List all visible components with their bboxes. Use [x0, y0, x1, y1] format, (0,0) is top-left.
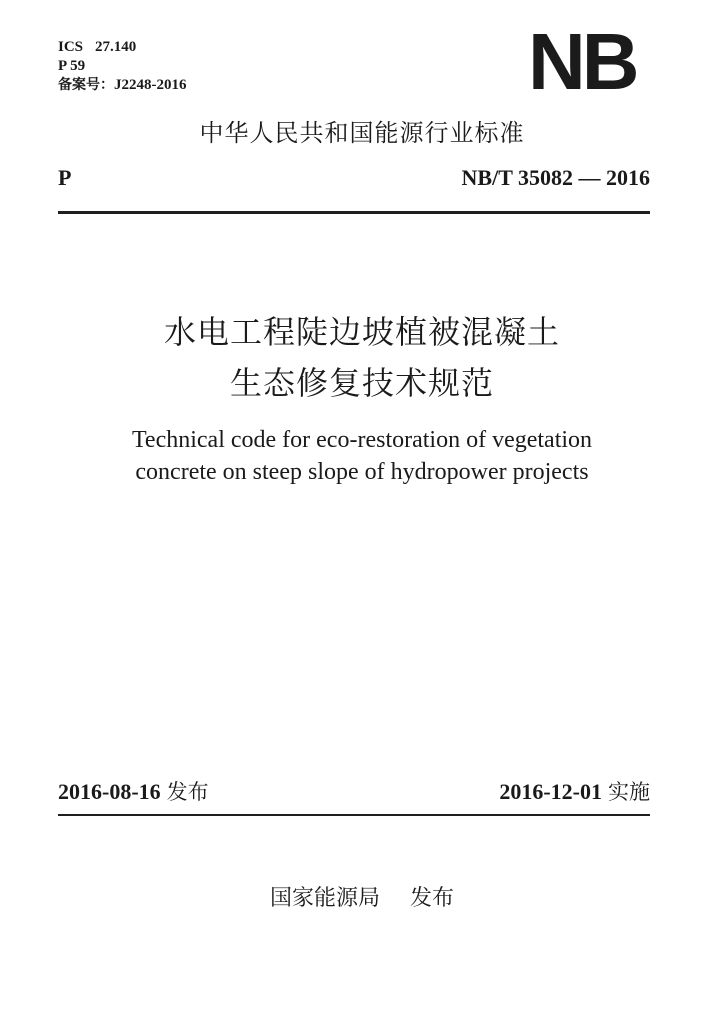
top-divider [58, 211, 650, 214]
ics-label: ICS [58, 39, 84, 55]
issue-date-block [58, 778, 209, 806]
document-metadata [58, 38, 187, 95]
ccs-code: P 59 [58, 58, 86, 74]
implementation-date: 2016-12-01 [499, 779, 602, 804]
bottom-divider [58, 814, 650, 816]
industry-standard-title: 中华人民共和国能源行业标准 [199, 119, 525, 147]
ics-code: 27.140 [95, 39, 137, 55]
publisher-line [0, 884, 724, 914]
implementation-date-block [499, 778, 650, 806]
title-cn-line-2: 生态修复技术规范 [229, 364, 494, 402]
issue-date: 2016-08-16 [58, 779, 161, 804]
standard-number: NB/T 35082 — 2016 [461, 165, 650, 190]
record-row [58, 76, 187, 95]
implementation-label: 实施 [608, 780, 650, 804]
nb-logo: NB [528, 17, 636, 106]
publisher-label: 发布 [410, 886, 455, 911]
record-code: J2248-2016 [114, 77, 187, 93]
classification-code: P [58, 165, 72, 190]
title-en-line-1: Technical code for eco-restoration of vegetation [131, 427, 593, 453]
publisher-name: 国家能源局 [269, 886, 380, 911]
issue-label: 发布 [166, 780, 209, 804]
title-cn-line-1: 水电工程陡边坡植被混凝土 [163, 313, 560, 351]
ics-row [58, 38, 187, 57]
title-en-line-2: concrete on steep slope of hydropower projects [135, 459, 589, 485]
record-label: 备案号： [58, 77, 114, 93]
